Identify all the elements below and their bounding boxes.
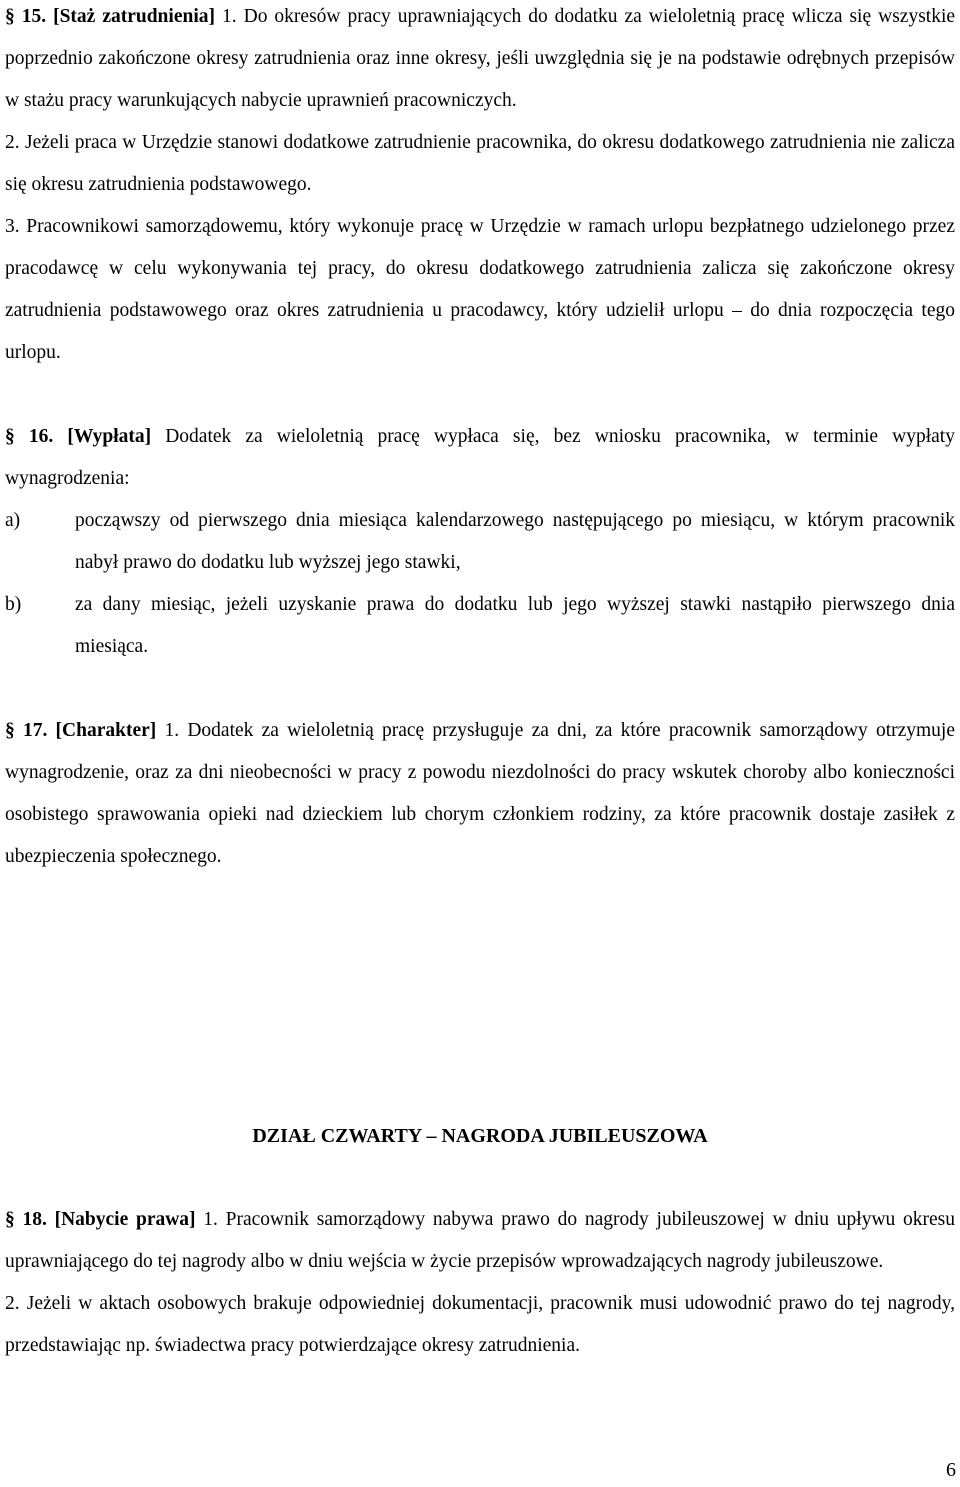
document-page	[5, 0, 955, 878]
division-heading: DZIAŁ CZWARTY – NAGRODA JUBILEUSZOWA	[252, 1125, 708, 1147]
section-17-heading: § 17. [Charakter]	[5, 720, 157, 741]
section-18-heading: § 18. [Nabycie prawa]	[5, 1209, 196, 1230]
list-marker: b)	[5, 594, 22, 615]
section-16-intro: Dodatek za wieloletnią pracę wypłaca się, bez wniosku pracownika, w terminie wypłaty wynagrodzenia:	[5, 426, 955, 489]
section-16-item-a	[5, 500, 955, 584]
list-marker: a)	[5, 510, 21, 531]
section-17-paragraph	[5, 710, 955, 878]
section-15-paragraph-2: 2. Jeżeli praca w Urzędzie stanowi dodatkowe zatrudnienie pracownika, do okresu dodatkowego zatrudnienia nie zalicza się okresu zatrudnienia podstawowego.	[5, 132, 955, 195]
page-number: 6	[946, 1459, 956, 1481]
section-18-text-1: 1. Pracownik samorządowy nabywa prawo do nagrody jubileuszowej w dniu upływu okresu uprawniającego do tej nagrody albo w dniu wejścia w życie przepisów wprowadzających nagrody jubileuszowe.	[5, 1209, 956, 1272]
section-16-item-b	[5, 584, 955, 668]
spacer	[5, 668, 955, 710]
document-page-lower	[5, 1199, 955, 1367]
spacer	[5, 374, 955, 416]
section-15-paragraph-1	[5, 0, 955, 122]
section-15-paragraph-3: 3. Pracownikowi samorządowemu, który wykonuje pracę w Urzędzie w ramach urlopu bezpłatnego udzielonego przez pracodawcę w celu wykonywania tej pracy, do okresu dodatkowego zatrudnienia zalicza się zakończone okresy zatrudnienia podstawowego oraz okres zatrudnienia u pracodawcy, który udzielił urlopu – do dnia rozpoczęcia tego urlopu.	[5, 216, 955, 363]
list-item-text: za dany miesiąc, jeżeli uzyskanie prawa do dodatku lub jego wyższej stawki nastąpiło pierwszego dnia miesiąca.	[75, 594, 955, 657]
section-17-text-1: 1. Dodatek za wieloletnią pracę przysługuje za dni, za które pracownik samorządowy otrzymuje wynagrodzenie, oraz za dni nieobecności w pracy z powodu niezdolności do pracy wskutek choroby albo konieczności osobistego sprawowania opieki nad dzieckiem lub chorym członkiem rodziny, za które pracownik dostaje zasiłek z ubezpieczenia społecznego.	[5, 720, 956, 867]
section-18-paragraph-1	[5, 1199, 955, 1283]
section-15-text-1: 1. Do okresów pracy uprawniających do dodatku za wieloletnią pracę wlicza się wszystkie poprzednio zakończone okresy zatrudnienia oraz inne okresy, jeśli uwzględnia się je na podstawie odrębnych przepisów w stażu pracy warunkujących nabycie uprawnień pracowniczych.	[5, 6, 956, 111]
section-16-heading: § 16. [Wypłata]	[5, 426, 152, 447]
section-15-heading: § 15. [Staż zatrudnienia]	[5, 6, 215, 27]
list-item-text: począwszy od pierwszego dnia miesiąca kalendarzowego następującego po miesiącu, w którym pracownik nabył prawo do dodatku lub wyższej jego stawki,	[75, 510, 955, 573]
section-16-paragraph	[5, 416, 955, 500]
section-18-paragraph-2: 2. Jeżeli w aktach osobowych brakuje odpowiedniej dokumentacji, pracownik musi udowodnić prawo do tej nagrody, przedstawiając np. świadectwa pracy potwierdzające okresy zatrudnienia.	[5, 1293, 955, 1356]
